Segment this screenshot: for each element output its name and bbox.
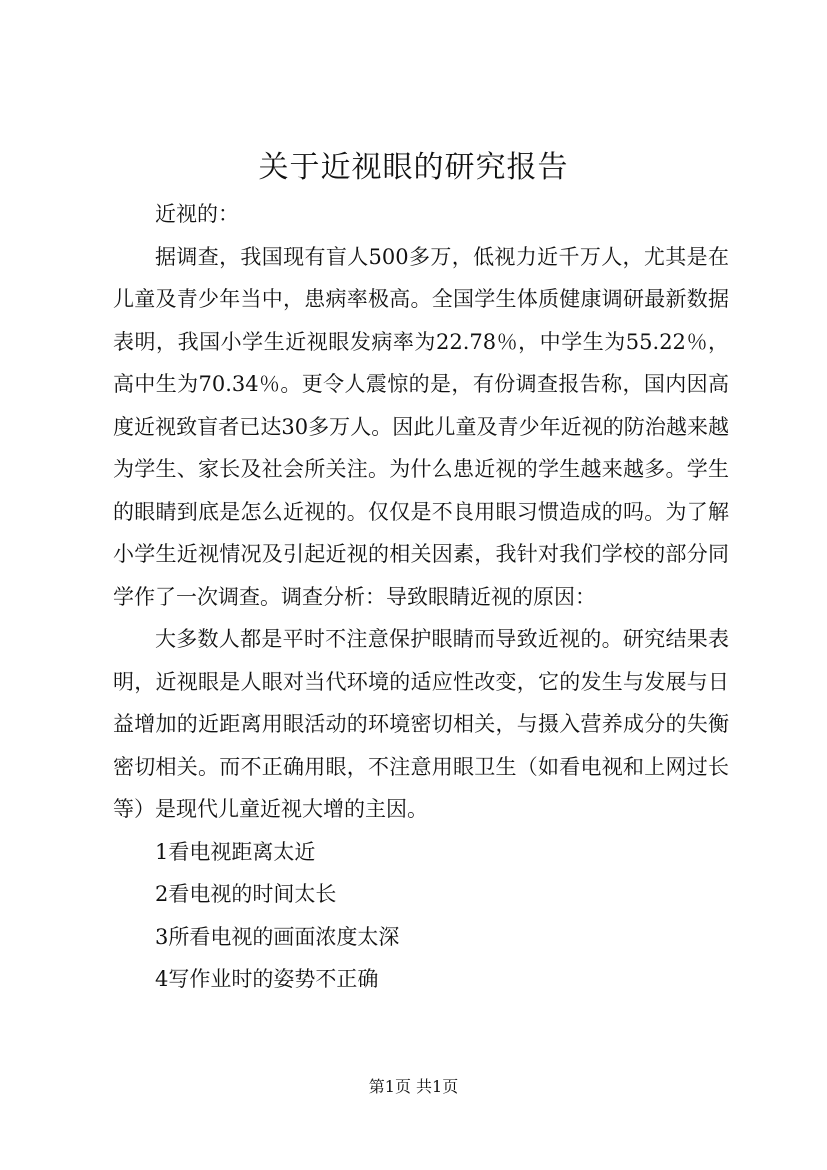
paragraph-causes: 大多数人都是平时不注意保护眼睛而导致近视的。研究结果表明，近视眼是人眼对当代环境的适应性改变，它的发生与发展与日益增加的近距离用眼活动的环境密切相关，与摄入营养成分的失衡密切相关。而不正确用眼，不注意用眼卫生（如看电视和上网过长等）是现代儿童近视大增的主因。: [113, 627, 729, 821]
document-title: 关于近视眼的研究报告: [258, 150, 569, 185]
document-body: [113, 193, 729, 1001]
page-number-footer: 第1页 共1页: [368, 1077, 459, 1096]
paragraph-survey: 据调查，我国现有盲人500多万，低视力近千万人，尤其是在儿童及青少年当中，患病率极高。全国学生体质健康调研最新数据表明，我国小学生近视眼发病率为22.78％，中学生为55.22％，高中生为70.34％。更令人震惊的是，有份调查报告称，国内因高度近视致盲者已达30多万人。因此儿童及青少年近视的防治越来越为学生、家长及社会所关注。为什么患近视的学生越来越多。学生的眼睛到底是怎么近视的。仅仅是不良用眼习惯造成的吗。为了解小学生近视情况及引起近视的相关因素，我针对我们学校的部分同学作了一次调查。调查分析：导致眼睛近视的原因：: [113, 244, 729, 609]
list-item: 4写作业时的姿势不正确: [155, 967, 379, 991]
list-item: 1看电视距离太近: [155, 839, 316, 864]
list-item: 2看电视的时间太长: [155, 882, 337, 906]
list-item: 3所看电视的画面浓度太深: [155, 924, 400, 949]
paragraph-intro: 近视的：: [155, 202, 239, 226]
